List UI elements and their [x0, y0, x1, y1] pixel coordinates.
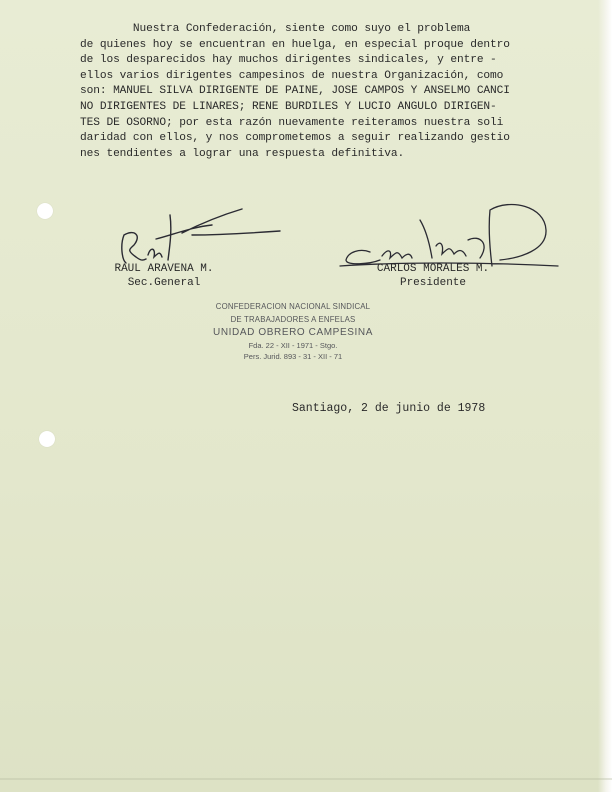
stamp-line: DE TRABAJADORES A ENFELAS — [230, 314, 356, 324]
body-line: NO DIRIGENTES DE LINARES; RENE BURDILES Y LUCIO ANGULO DIRIGEN- — [80, 100, 497, 113]
body-line: daridad con ellos, y nos comprometemos a seguir realizando gestio — [80, 132, 510, 145]
signature-block-right — [368, 262, 498, 290]
stamp-line: CONFEDERACION NACIONAL SINDICAL — [215, 301, 371, 311]
body-line: de los desparecidos hay muchos dirigentes sindicales, y entre - — [80, 54, 497, 67]
body-line: ellos varios dirigentes campesinos de nuestra Organización, como — [80, 69, 504, 82]
body-line: nes tendientes a lograr una respuesta definitiva. — [80, 147, 405, 160]
signature-block-left — [104, 262, 224, 290]
body-line: de quienes hoy se encuentran en huelga, en especial proque dentro — [80, 38, 510, 51]
signatory-role: Sec.General — [127, 277, 201, 289]
signatory-name: RAUL ARAVENA M. — [114, 263, 214, 275]
letter-body — [80, 22, 570, 162]
stamp-line: Fda. 22 - XII - 1971 - Stgo. — [248, 341, 338, 350]
stamp-line: Pers. Jurid. 893 - 31 - XII - 71 — [243, 352, 343, 361]
body-line: Nuestra Confederación, siente como suyo el problema — [80, 23, 471, 35]
page-edge — [598, 0, 612, 792]
organization-stamp — [208, 300, 378, 362]
body-line: TES DE OSORNO; por esta razón nuevamente reiteramos nuestra soli — [80, 116, 504, 129]
stamp-line: UNIDAD OBRERO CAMPESINA — [213, 327, 373, 338]
page-fold — [0, 778, 612, 780]
signatory-role: Presidente — [399, 277, 466, 289]
signatory-name: CARLOS MORALES M. — [376, 263, 490, 275]
date-line: Santiago, 2 de junio de 1978 — [292, 402, 486, 415]
punch-hole-top — [37, 203, 53, 219]
punch-hole-bottom — [39, 431, 55, 447]
body-line: son: MANUEL SILVA DIRIGENTE DE PAINE, JOSE CAMPOS Y ANSELMO CANCI — [80, 85, 510, 98]
